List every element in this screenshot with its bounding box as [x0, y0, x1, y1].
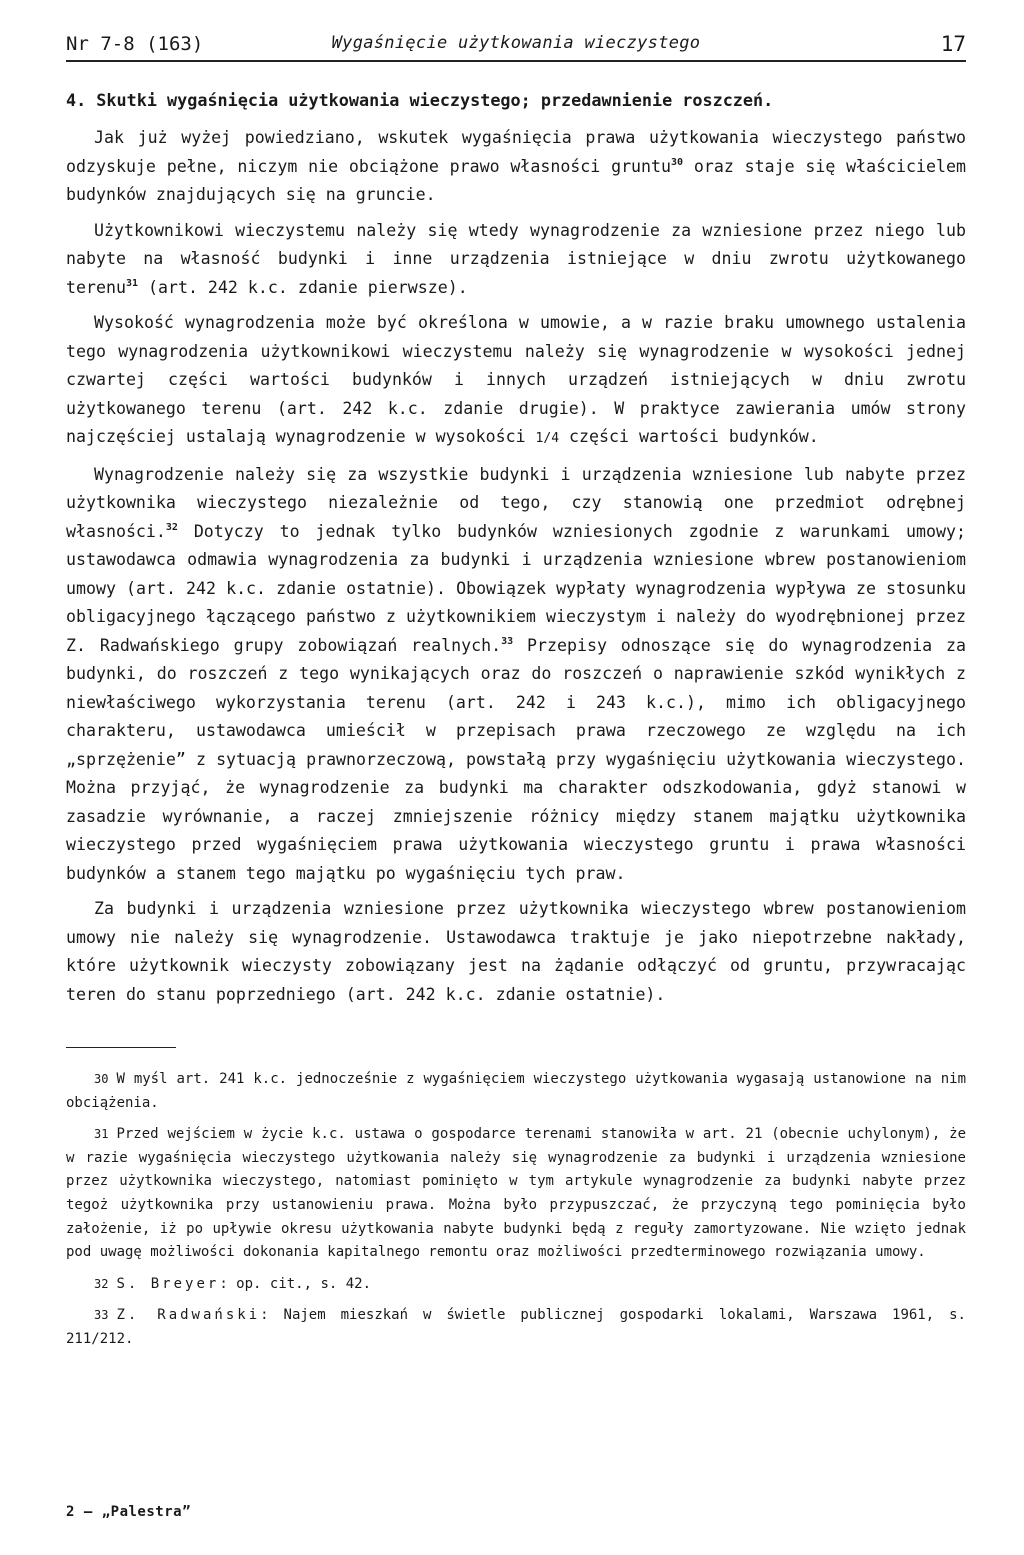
footnote-ref: 33 [501, 635, 514, 647]
footnote-text: : op. cit., s. 42. [219, 1275, 372, 1292]
paragraph-text: Jak już wyżej powiedziano, wskutek wygaśnięcia prawa użytkowania wieczystego państwo odzyskuje pełne, niczym nie obciążone prawo własności gruntu [66, 128, 966, 176]
footnote-32 [66, 1273, 966, 1297]
footnote-text: Przed wejściem w życie k.c. ustawa o gospodarce terenami stanowiła w art. 21 (obecnie uchylonym), że w razie wygaśnięcia wieczystego użytkowania należy się wynagrodzenie za budynki i urządzenia wzniesione przez użytkownika wieczystego, natomiast pominięto w tym artykule wynagrodzenie za budynki nabyte przez tegoż użytkownika przy ustanowieniu prawa. Można było przypuszczać, że przyczyną tego pominięcia było założenie, iż po upływie okresu użytkowania nabyte budynki będą z reguły zamortyzowane. Nie wzięto jednak pod uwagę możliwości dokonania kapitalnego remontu oraz możliwości przedterminowego rozwiązania umowy. [66, 1126, 966, 1261]
issue-number: Nr 7-8 (163) [66, 33, 204, 55]
footnote-number: 30 [94, 1072, 109, 1086]
paragraph-5 [66, 895, 966, 1009]
footnote-31 [66, 1123, 966, 1265]
page [66, 28, 966, 1360]
footnote-author: Z. Radwański [116, 1307, 261, 1324]
footnote-author: S. Breyer [116, 1275, 220, 1292]
paragraph-text: Dotyczy to jednak tylko budynków wzniesionych zgodnie z warunkami umowy; ustawodawca odmawia wynagrodzenia za budynki i urządzenia wzniesione wbrew postanowieniom umowy (art. 242 k.c. zdanie ostatnie). Obowiązek wypłaty wynagrodzenia wypływa ze stosunku obligacyjnego łączącego państwo z użytkownikiem wieczystym i należy do wyodrębnionej przez Z. Radwańskiego grupy zobowiązań realnych. [66, 521, 966, 655]
paragraph-text: Przepisy odnoszące się do wynagrodzenia za budynki, do roszczeń z tego wynikających oraz do roszczeń o naprawienie szkód wynikłych z niewłaściwego wykorzystania terenu (art. 242 i 243 k.c.), mimo ich obligacyjnego charakteru, ustawodawca umieścił w przepisach prawa rzeczowego ze względu na ich „sprzężenie” z sytuacją prawnorzeczową, powstałą przy wygaśnięciu użytkowania wieczystego. Można przyjąć, że wynagrodzenie za budynki ma charakter odszkodowania, gdyż stanowi w zasadzie wyrównanie, a raczej zmniejszenie różnicy między stanem majątku użytkownika wieczystego przed wygaśnięciem prawa użytkowania wieczystego gruntu i prawa własności budynków a stanem tego majątku po wygaśnięciu tych praw. [66, 635, 966, 883]
footnote-ref: 30 [671, 156, 684, 168]
footnote-number: 31 [94, 1127, 109, 1142]
paragraph-text: Wysokość wynagrodzenia może być określona w umowie, a w razie braku umownego ustalenia tego wynagrodzenia użytkownikowi wieczystemu należy się wynagrodzenie w wysokości jednej czwartej części wartości budynków i innych urządzeń istniejących w dniu zwrotu użytkowanego terenu (art. 242 k.c. zdanie drugie). W praktyce zawierania umów strony najczęściej ustalają wynagrodzenie w wysokości [66, 313, 966, 446]
paragraph-text: Wynagrodzenie należy się za wszystkie budynki i urządzenia wzniesione lub nabyte przez użytkownika wieczystego niezależnie od tego, czy stanowią one przedmiot odrębnej własności. [66, 464, 966, 541]
body-text [66, 124, 966, 1009]
paragraph-2 [66, 217, 966, 303]
footnote-33 [66, 1304, 966, 1351]
paragraph-text: części wartości budynków. [559, 427, 819, 446]
footnote-text: W myśl art. 241 k.c. jednocześnie z wygaśnięciem wieczystego użytkowania wygasają ustanowione na nim obciążenia. [66, 1071, 966, 1111]
fraction: 1/4 [535, 431, 560, 446]
paragraph-3 [66, 309, 966, 454]
page-number: 17 [940, 32, 966, 56]
running-title: Wygaśnięcie użytkowania wieczystego [331, 33, 701, 53]
paragraph-1 [66, 124, 966, 210]
footnote-text: : Najem mieszkań w świetle publicznej gospodarki lokalami, Warszawa 1961, s. 211/212. [66, 1307, 966, 1347]
paragraph-text: Za budynki i urządzenia wzniesione przez użytkownika wieczystego wbrew postanowieniom umowy nie należy się wynagrodzenie. Ustawodawca traktuje je jako niepotrzebne nakłady, które użytkownik wieczysty zobowiązany jest na żądanie odłączyć od gruntu, przywracając teren do stanu poprzedniego (art. 242 k.c. zdanie ostatnie). [66, 899, 966, 1004]
paragraph-text: Użytkownikowi wieczystemu należy się wtedy wynagrodzenie za wzniesione przez niego lub nabyte na własność budynki i inne urządzenia istniejące w dniu zwrotu użytkowanego terenu [66, 220, 966, 297]
section-heading: 4. Skutki wygaśnięcia użytkowania wieczystego; przedawnienie roszczeń. [66, 90, 774, 110]
running-head [66, 28, 966, 62]
footnote-divider [66, 1047, 176, 1048]
footnotes [66, 1068, 966, 1352]
footnote-30 [66, 1068, 966, 1115]
footnote-ref: 32 [165, 521, 178, 533]
page-footer: 2 — „Palestra” [66, 1504, 192, 1520]
paragraph-4 [66, 461, 966, 889]
footnote-number: 33 [94, 1308, 109, 1323]
footnote-number: 32 [94, 1276, 109, 1291]
paragraph-text: oraz staje się właścicielem budynków znajdujących się na gruncie. [66, 156, 966, 204]
paragraph-text: (art. 242 k.c. zdanie pierwsze). [138, 277, 468, 297]
footnote-ref: 31 [125, 277, 138, 289]
